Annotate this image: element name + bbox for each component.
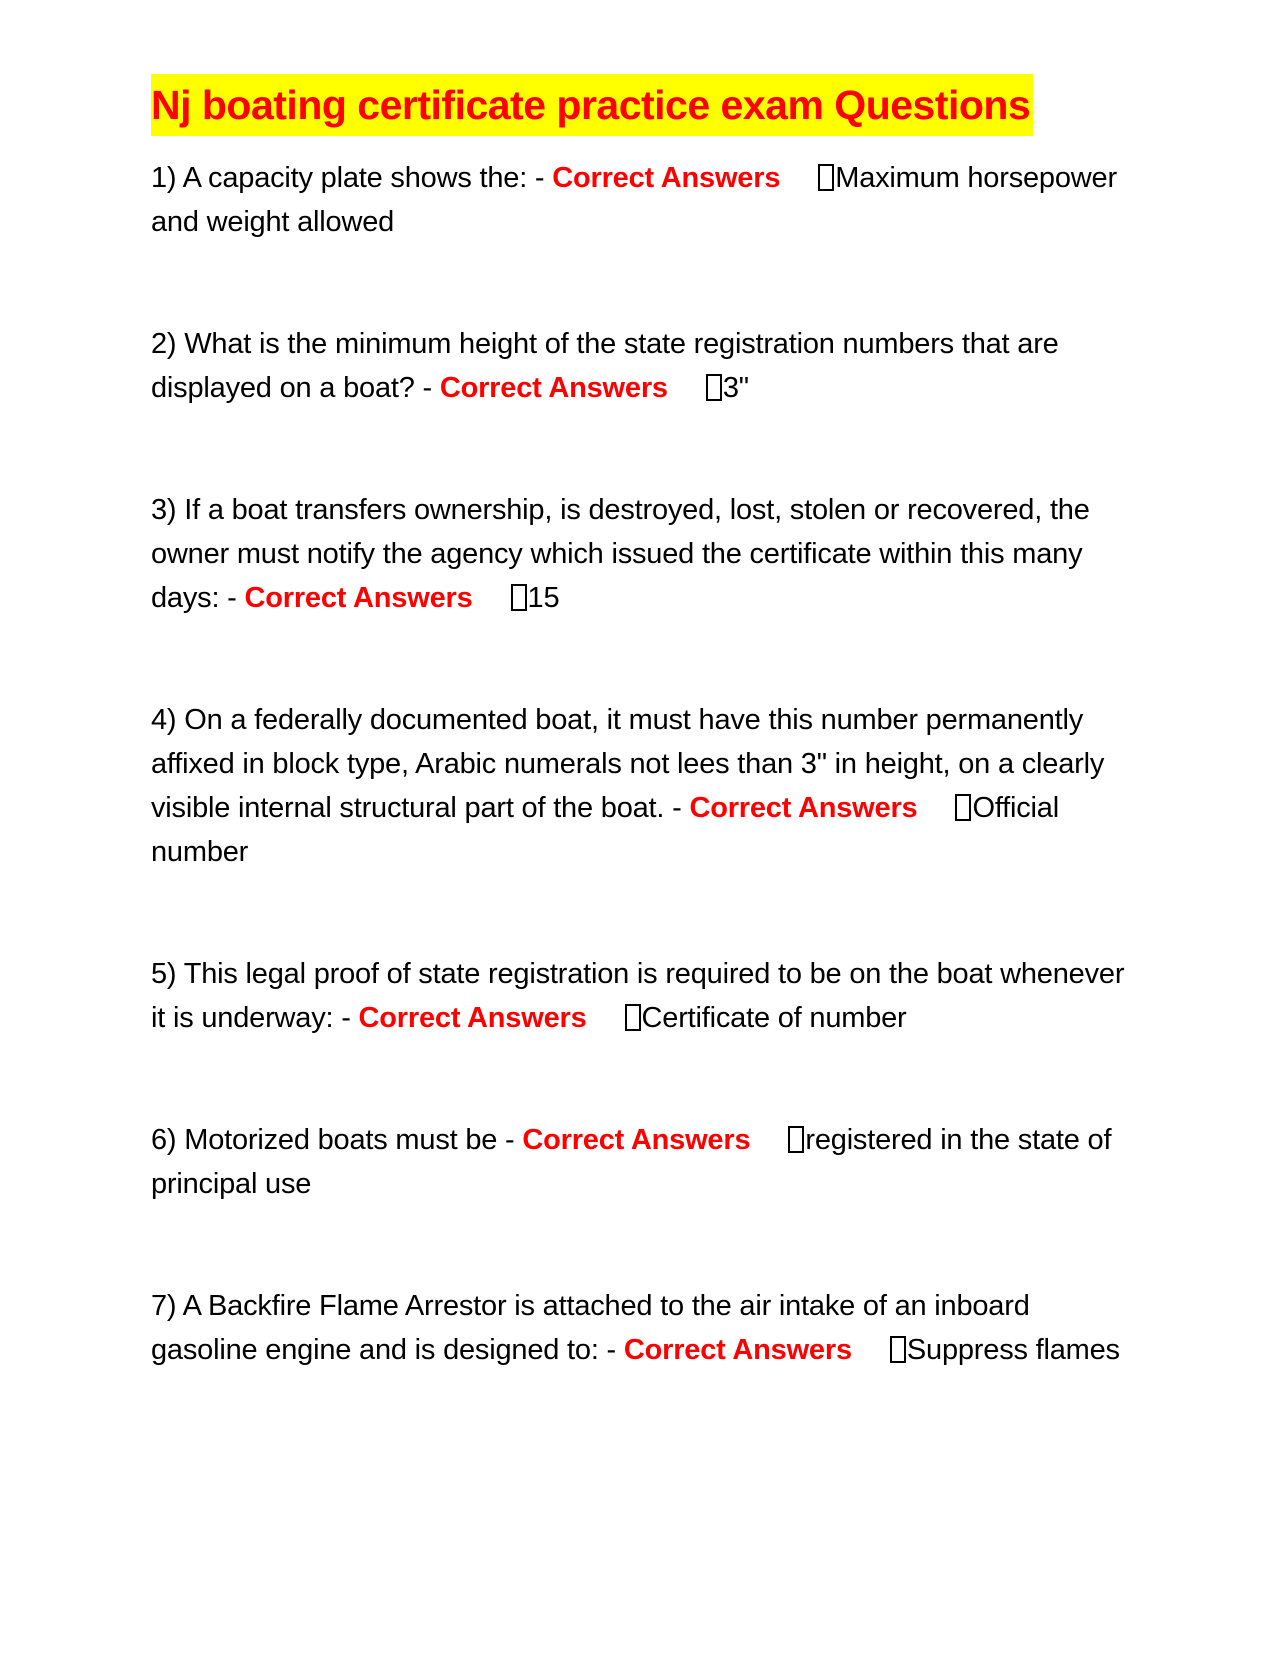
- question-prompt: 7) A Backfire Flame Arrestor is attached to the air intake of an inboard gasoline engine and is designed to: -: [151, 1290, 1030, 1366]
- question-item-3: [151, 488, 1131, 620]
- question-item-6: [151, 1118, 1131, 1206]
- correct-answers-label: Correct Answers: [244, 582, 473, 614]
- document-page: [151, 74, 1131, 1450]
- question-item-5: [151, 952, 1131, 1040]
- answer-text: Certificate of number: [641, 1002, 907, 1034]
- question-prompt: 1) A capacity plate shows the: -: [151, 162, 545, 194]
- question-item-4: [151, 698, 1131, 874]
- missing-glyph-box-icon: [625, 1004, 641, 1031]
- missing-glyph-box-icon: [890, 1336, 906, 1363]
- answer-text: Official number: [151, 792, 1059, 868]
- question-prompt: 2) What is the minimum height of the state registration numbers that are displayed on a boat? -: [151, 328, 1059, 404]
- question-item-2: [151, 322, 1131, 410]
- question-item-7: [151, 1284, 1131, 1372]
- missing-glyph-box-icon: [511, 584, 527, 611]
- correct-answers-label: Correct Answers: [689, 792, 918, 824]
- answer-text: registered in the state of principal use: [151, 1124, 1112, 1200]
- answer-text: 15: [527, 582, 560, 614]
- question-list: [151, 156, 1131, 1372]
- question-prompt: 5) This legal proof of state registration is required to be on the boat whenever it is underway: -: [151, 958, 1125, 1034]
- missing-glyph-box-icon: [818, 164, 834, 191]
- question-prompt: 4) On a federally documented boat, it must have this number permanently affixed in block type, Arabic numerals not lees than 3" in height, on a clearly visible internal structural part of the boat. -: [151, 704, 1105, 824]
- question-prompt: 3) If a boat transfers ownership, is destroyed, lost, stolen or recovered, the owner must notify the agency which issued the certificate within this many days: -: [151, 494, 1090, 614]
- document-title: Nj boating certificate practice exam Questions: [151, 74, 1033, 136]
- answer-text: 3": [722, 372, 749, 404]
- question-item-1: [151, 156, 1131, 244]
- missing-glyph-box-icon: [955, 794, 971, 821]
- correct-answers-label: Correct Answers: [552, 162, 781, 194]
- correct-answers-label: Correct Answers: [358, 1002, 587, 1034]
- missing-glyph-box-icon: [706, 374, 722, 401]
- answer-text: Maximum horsepower and weight allowed: [151, 162, 1117, 238]
- question-prompt: 6) Motorized boats must be -: [151, 1124, 515, 1156]
- correct-answers-label: Correct Answers: [623, 1334, 852, 1366]
- missing-glyph-box-icon: [788, 1126, 804, 1153]
- correct-answers-label: Correct Answers: [439, 372, 668, 404]
- correct-answers-label: Correct Answers: [522, 1124, 751, 1156]
- answer-text: Suppress flames: [906, 1334, 1120, 1366]
